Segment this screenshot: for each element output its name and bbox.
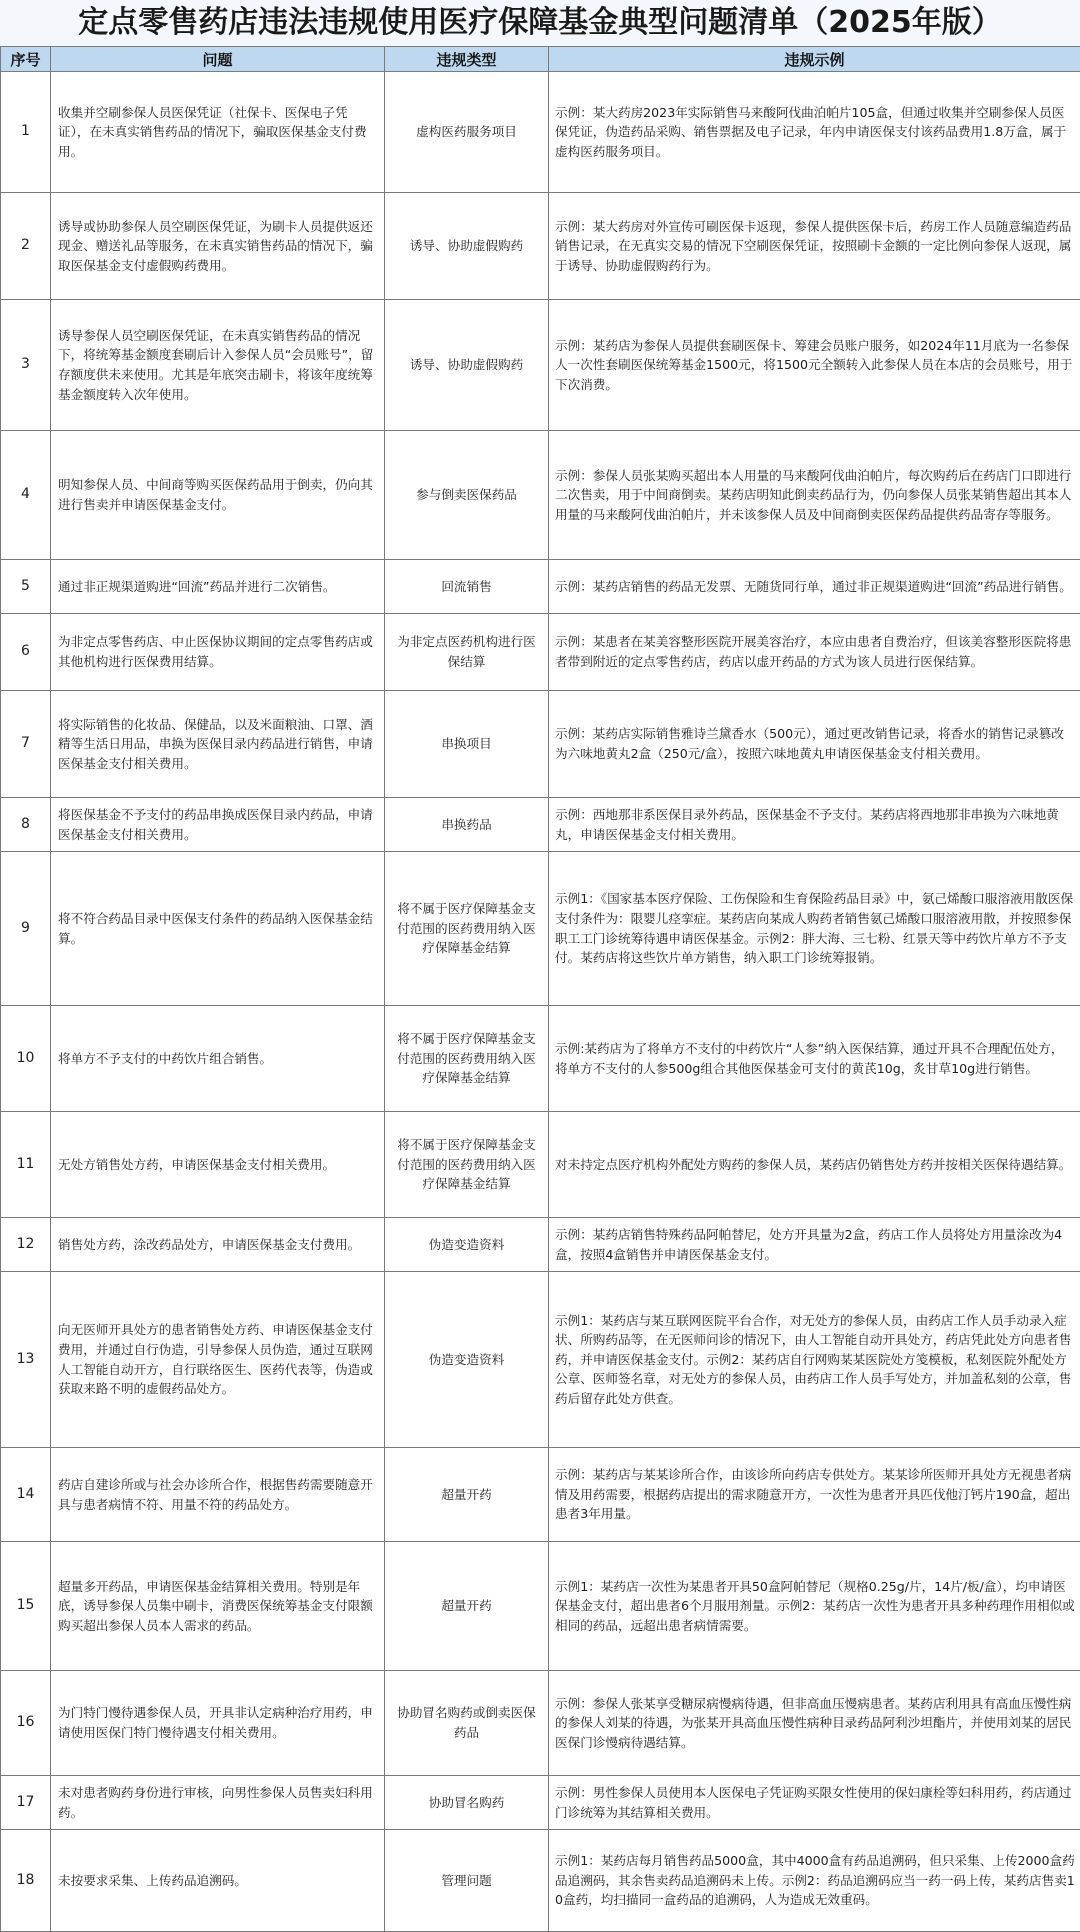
header-number: 序号 xyxy=(1,47,51,72)
table-row xyxy=(1,1830,1080,1932)
row-number: 2 xyxy=(1,193,51,300)
row-number: 6 xyxy=(1,614,51,691)
row-number: 1 xyxy=(1,72,51,193)
problem-cell: 未按要求采集、上传药品追溯码。 xyxy=(51,1830,385,1932)
violation-example-cell: 示例：某药店销售的药品无发票、无随货同行单，通过非正规渠道购进“回流”药品进行销售。 xyxy=(549,560,1080,614)
row-number: 13 xyxy=(1,1272,51,1448)
header-problem: 问题 xyxy=(51,47,385,72)
violation-type-cell: 协助冒名购药或倒卖医保药品 xyxy=(385,1671,549,1776)
violation-type-cell: 回流销售 xyxy=(385,560,549,614)
table-row xyxy=(1,72,1080,193)
table-row xyxy=(1,1272,1080,1448)
violation-example-cell: 示例1：某药店与某互联网医院平台合作，对无处方的参保人员，由药店工作人员手动录入症状、所购药品等，在无医师问诊的情况下，由人工智能自动开具处方，药店凭此处方向患者售药，并申请医保基金支付。示例2：某药店自行网购某某医院处方笺模板，私刻医院外配处方公章、医师签名章，对无处方的参保人员，由药店工作人员手写处方，并加盖私刻的公章，售药后留存此处方供查。 xyxy=(549,1272,1080,1448)
problem-cell: 明知参保人员、中间商等购买医保药品用于倒卖，仍向其进行售卖并申请医保基金支付。 xyxy=(51,431,385,560)
violation-type-cell: 将不属于医疗保障基金支付范围的医药费用纳入医疗保障基金结算 xyxy=(385,1006,549,1112)
problem-cell: 通过非正规渠道购进“回流”药品并进行二次销售。 xyxy=(51,560,385,614)
violation-example-cell: 示例：某大药房对外宣传可刷医保卡返现，参保人提供医保卡后，药房工作人员随意编造药品销售记录，在无真实交易的情况下空刷医保凭证，按照刷卡金额的一定比例向参保人返现，属于诱导、协助虚假购药行为。 xyxy=(549,193,1080,300)
violation-example-cell: 示例：某大药房2023年实际销售马来酸阿伐曲泊帕片105盒，但通过收集并空刷参保人员医保凭证，伪造药品采购、销售票据及电子记录，年内申请医保支付该药品费用1.8万盒，属于虚构医药服务项目。 xyxy=(549,72,1080,193)
problem-cell: 未对患者购药身份进行审核，向男性参保人员售卖妇科用药。 xyxy=(51,1776,385,1830)
row-number: 17 xyxy=(1,1776,51,1830)
table-row xyxy=(1,614,1080,691)
row-number: 8 xyxy=(1,798,51,852)
problem-cell: 将实际销售的化妆品、保健品，以及米面粮油、口罩、酒精等生活日用品，串换为医保目录内药品进行销售，申请医保基金支付相关费用。 xyxy=(51,691,385,798)
table-row xyxy=(1,691,1080,798)
violation-example-cell: 示例：某药店为参保人员提供套刷医保卡、筹建会员账户服务，如2024年11月底为一名参保人一次性套刷医保统筹基金1500元，将1500元全额转入此参保人员在本店的会员账号，用于下次消费。 xyxy=(549,300,1080,431)
row-number: 10 xyxy=(1,1006,51,1112)
table-row xyxy=(1,560,1080,614)
row-number: 4 xyxy=(1,431,51,560)
problem-cell: 诱导或协助参保人员空刷医保凭证，为刷卡人员提供返还现金、赠送礼品等服务，在未真实销售药品的情况下，骗取医保基金支付虚假购药费用。 xyxy=(51,193,385,300)
row-number: 5 xyxy=(1,560,51,614)
row-number: 14 xyxy=(1,1448,51,1542)
violation-example-cell: 示例1：某药店每月销售药品5000盒，其中4000盒有药品追溯码，但只采集、上传2000盒药品追溯码，其余售卖药品追溯码未上传。示例2：药品追溯码应当一药一码上传，某药店售卖10盒药，均扫描同一盒药品的追溯码，人为造成无效重码。 xyxy=(549,1830,1080,1932)
violation-example-cell: 示例：参保人员张某购买超出本人用量的马来酸阿伐曲泊帕片，每次购药后在药店门口即进行二次售卖，用于中间商倒卖。某药店明知此倒卖药品行为，仍向参保人员张某销售超出其本人用量的马来酸阿伐曲泊帕片，并未该参保人员及中间商倒卖医保药品提供药品寄存等服务。 xyxy=(549,431,1080,560)
violation-type-cell: 串换药品 xyxy=(385,798,549,852)
row-number: 16 xyxy=(1,1671,51,1776)
violation-type-cell: 参与倒卖医保药品 xyxy=(385,431,549,560)
table-row xyxy=(1,1776,1080,1830)
problem-cell: 收集并空刷参保人员医保凭证（社保卡、医保电子凭证），在未真实销售药品的情况下，骗取医保基金支付费用。 xyxy=(51,72,385,193)
violation-example-cell: 示例：西地那非系医保目录外药品，医保基金不予支付。某药店将西地那非串换为六味地黄丸，申请医保基金支付相关费用。 xyxy=(549,798,1080,852)
problem-cell: 超量多开药品，申请医保基金结算相关费用。特别是年底，诱导参保人员集中刷卡，消费医保统筹基金支付限额购买超出参保人员本人需求的药品。 xyxy=(51,1542,385,1671)
problem-cell: 药店自建诊所或与社会办诊所合作，根据售药需要随意开具与患者病情不符、用量不符的药品处方。 xyxy=(51,1448,385,1542)
table-header-row xyxy=(1,47,1080,72)
violation-example-cell: 示例1：《国家基本医疗保险、工伤保险和生育保险药品目录》中，氨己烯酸口服溶液用散医保支付条件为：限婴儿痉挛症。某药店向某成人购药者销售氨己烯酸口服溶液用散，并按照参保职工工门诊统筹待遇申请医保基金。示例2：胖大海、三七粉、红景天等中药饮片单方不予支付。某药店将这些饮片单方销售，纳入职工门诊统筹报销。 xyxy=(549,852,1080,1006)
problem-cell: 将单方不予支付的中药饮片组合销售。 xyxy=(51,1006,385,1112)
problem-cell: 无处方销售处方药，申请医保基金支付相关费用。 xyxy=(51,1112,385,1218)
header-violation-example: 违规示例 xyxy=(549,47,1080,72)
table-row xyxy=(1,798,1080,852)
table-row xyxy=(1,852,1080,1006)
table-row xyxy=(1,1218,1080,1272)
header-violation-type: 违规类型 xyxy=(385,47,549,72)
row-number: 3 xyxy=(1,300,51,431)
violation-example-cell: 对未持定点医疗机构外配处方购药的参保人员，某药店仍销售处方药并按相关医保待遇结算。 xyxy=(549,1112,1080,1218)
violation-table xyxy=(0,46,1080,1932)
violation-type-cell: 串换项目 xyxy=(385,691,549,798)
violation-example-cell: 示例：某药店实际销售雅诗兰黛香水（500元），通过更改销售记录，将香水的销售记录篡改为六味地黄丸2盒（250元/盒），按照六味地黄丸申请医保基金支付相关费用。 xyxy=(549,691,1080,798)
violation-type-cell: 将不属于医疗保障基金支付范围的医药费用纳入医疗保障基金结算 xyxy=(385,852,549,1006)
problem-cell: 为非定点零售药店、中止医保协议期间的定点零售药店或其他机构进行医保费用结算。 xyxy=(51,614,385,691)
violation-example-cell: 示例1：某药店一次性为某患者开具50盒阿帕替尼（规格0.25g/片，14片/板/盒），均申请医保基金支付，超出患者6个月服用剂量。示例2：某药店一次性为患者开具多种药理作用相似或相同的药品，远超出患者病情需要。 xyxy=(549,1542,1080,1671)
violation-example-cell: 示例：某药店销售特殊药品阿帕替尼，处方开具量为2盒，药店工作人员将处方用量涂改为4盒，按照4盒销售并申请医保基金支付。 xyxy=(549,1218,1080,1272)
table-row xyxy=(1,300,1080,431)
violation-type-cell: 管理问题 xyxy=(385,1830,549,1932)
row-number: 11 xyxy=(1,1112,51,1218)
row-number: 12 xyxy=(1,1218,51,1272)
violation-type-cell: 伪造变造资料 xyxy=(385,1218,549,1272)
table-row xyxy=(1,1006,1080,1112)
problem-cell: 将医保基金不予支付的药品串换成医保目录内药品，申请医保基金支付相关费用。 xyxy=(51,798,385,852)
violation-example-cell: 示例：某患者在某美容整形医院开展美容治疗，本应由患者自费治疗，但该美容整形医院将患者带到附近的定点零售药店，药店以虚开药品的方式为该人员进行医保结算。 xyxy=(549,614,1080,691)
table-row xyxy=(1,1671,1080,1776)
violation-type-cell: 虚构医药服务项目 xyxy=(385,72,549,193)
row-number: 18 xyxy=(1,1830,51,1932)
problem-cell: 诱导参保人员空刷医保凭证，在未真实销售药品的情况下，将统筹基金额度套刷后计入参保人员“会员账号”，留存额度供未来使用。尤其是年底突击刷卡，将该年度统筹基金额度转入次年使用。 xyxy=(51,300,385,431)
row-number: 15 xyxy=(1,1542,51,1671)
violation-type-cell: 超量开药 xyxy=(385,1448,549,1542)
table-row xyxy=(1,193,1080,300)
violation-type-cell: 超量开药 xyxy=(385,1542,549,1671)
table-row xyxy=(1,1112,1080,1218)
violation-example-cell: 示例：男性参保人员使用本人医保电子凭证购买限女性使用的保妇康栓等妇科用药，药店通过门诊统筹为其结算相关费用。 xyxy=(549,1776,1080,1830)
page-title: 定点零售药店违法违规使用医疗保障基金典型问题清单（2025年版） xyxy=(0,0,1080,46)
violation-example-cell: 示例：某药店与某某诊所合作，由该诊所向药店专供处方。某某诊所医师开具处方无视患者病情及用药需要，根据药店提出的需求随意开方，一次性为患者开具匹伐他汀钙片190盒，超出患者3年用量。 xyxy=(549,1448,1080,1542)
table-row xyxy=(1,1542,1080,1671)
violation-type-cell: 诱导、协助虚假购药 xyxy=(385,193,549,300)
problem-cell: 为门特门慢待遇参保人员，开具非认定病种治疗用药，申请使用医保门特门慢待遇支付相关费用。 xyxy=(51,1671,385,1776)
violation-type-cell: 伪造变造资料 xyxy=(385,1272,549,1448)
violation-type-cell: 为非定点医药机构进行医保结算 xyxy=(385,614,549,691)
violation-type-cell: 将不属于医疗保障基金支付范围的医药费用纳入医疗保障基金结算 xyxy=(385,1112,549,1218)
problem-cell: 销售处方药，涂改药品处方，申请医保基金支付费用。 xyxy=(51,1218,385,1272)
violation-type-cell: 协助冒名购药 xyxy=(385,1776,549,1830)
violation-example-cell: 示例：参保人张某享受糖尿病慢病待遇，但非高血压慢病患者。某药店利用具有高血压慢性病的参保人刘某的待遇，为张某开具高血压慢性病种目录药品阿利沙坦酯片，并使用刘某的居民医保门诊慢病待遇结算。 xyxy=(549,1671,1080,1776)
problem-cell: 将不符合药品目录中医保支付条件的药品纳入医保基金结算。 xyxy=(51,852,385,1006)
problem-cell: 向无医师开具处方的患者销售处方药、申请医保基金支付费用，并通过自行伪造，引导参保人员伪造，通过互联网人工智能自动开方，自行联络医生、医药代表等，伪造或获取来路不明的虚假药品处方。 xyxy=(51,1272,385,1448)
row-number: 7 xyxy=(1,691,51,798)
violation-type-cell: 诱导、协助虚假购药 xyxy=(385,300,549,431)
table-row xyxy=(1,431,1080,560)
table-row xyxy=(1,1448,1080,1542)
violation-example-cell: 示例:某药店为了将单方不支付的中药饮片“人参”纳入医保结算，通过开具不合理配伍处方，将单方不支付的人参500g组合其他医保基金可支付的黄芪10g，炙甘草10g进行销售。 xyxy=(549,1006,1080,1112)
row-number: 9 xyxy=(1,852,51,1006)
